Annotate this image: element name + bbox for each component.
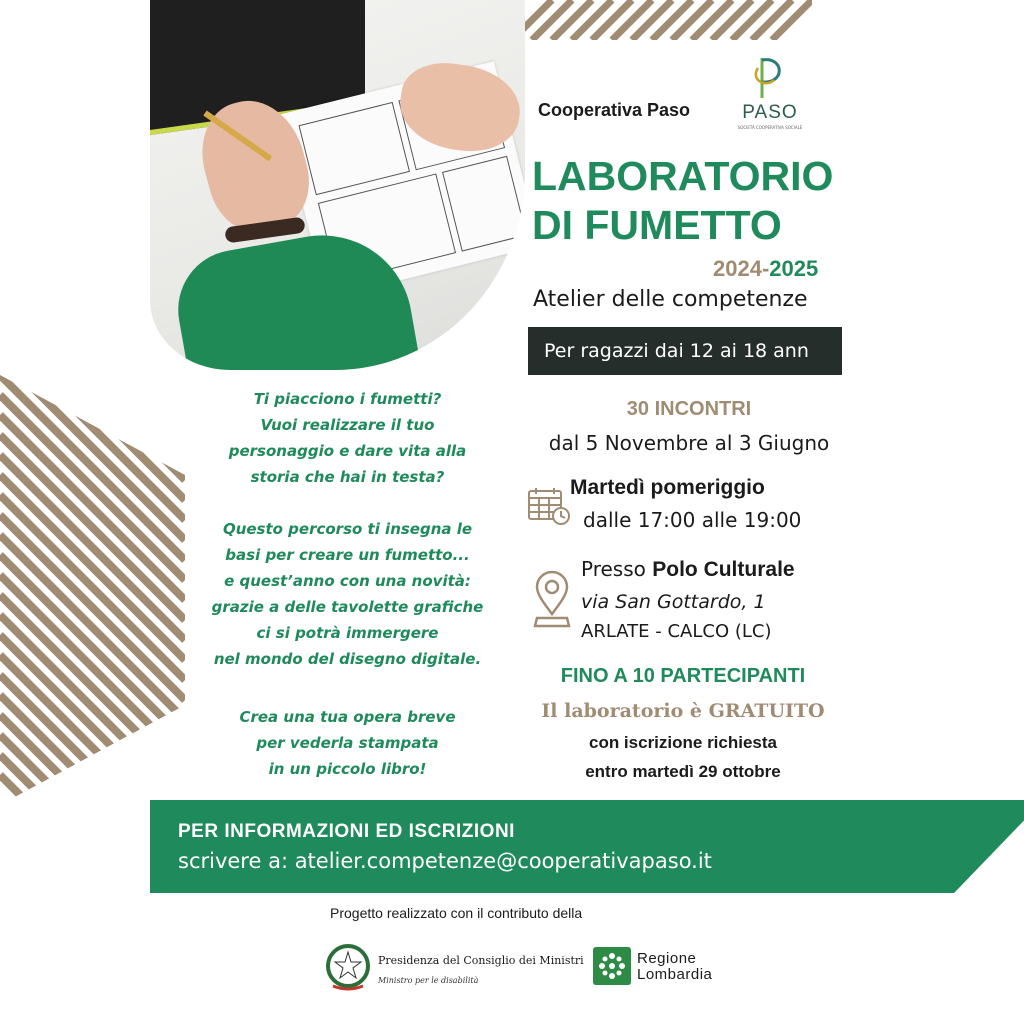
year-end: 2025 bbox=[769, 256, 819, 281]
venue bbox=[581, 557, 795, 582]
contact-email[interactable]: scrivere a: atelier.competenze@cooperativapaso.it bbox=[178, 849, 712, 873]
description-paragraph-3 bbox=[195, 704, 500, 782]
logo-text: PASO bbox=[742, 102, 798, 123]
weekday: Martedì pomeriggio bbox=[570, 476, 765, 499]
registration-required: con iscrizione richiesta bbox=[588, 733, 777, 752]
description-line: storia che hai in testa? bbox=[250, 468, 445, 486]
description-line: personaggio e dare vita alla bbox=[228, 442, 467, 460]
sponsor-region bbox=[637, 951, 712, 983]
sponsor-ministry: Ministro per le disabilità bbox=[378, 976, 479, 985]
italian-republic-emblem-icon bbox=[325, 942, 371, 992]
time-range: dalle 17:00 alle 19:00 bbox=[583, 508, 802, 532]
sponsor-presidency: Presidenza del Consiglio dei Ministri bbox=[378, 954, 584, 967]
info-heading: PER INFORMAZIONI ED ISCRIZIONI bbox=[178, 821, 515, 842]
sponsor-region-line-2: Lombardia bbox=[637, 966, 713, 983]
description-line: e quest’anno con una novità: bbox=[224, 572, 471, 590]
description-line: Crea una tua opera breve bbox=[239, 708, 456, 726]
description-line: Ti piacciono i fumetti? bbox=[253, 390, 442, 408]
map-pin-icon bbox=[533, 570, 571, 628]
event-years bbox=[713, 256, 818, 282]
free-notice: Il laboratorio è GRATUITO bbox=[541, 700, 825, 722]
decorative-stripes-top bbox=[512, 0, 812, 40]
paso-logo-mark-icon bbox=[752, 54, 790, 102]
event-title bbox=[532, 152, 833, 250]
description-paragraph-2 bbox=[195, 516, 500, 672]
date-range: dal 5 Novembre al 3 Giugno bbox=[548, 431, 830, 455]
info-banner bbox=[150, 800, 1024, 893]
venue-name: Polo Culturale bbox=[652, 558, 795, 581]
regione-lombardia-logo-icon bbox=[593, 947, 631, 985]
subtitle: Atelier delle competenze bbox=[533, 287, 808, 312]
hero-photo-drawing-comic bbox=[150, 0, 525, 370]
decorative-stripes-left bbox=[0, 375, 185, 805]
calendar-clock-icon bbox=[527, 486, 571, 526]
description-line: grazie a delle tavolette grafiche bbox=[211, 598, 484, 616]
funding-credit: Progetto realizzato con il contributo della bbox=[330, 905, 583, 921]
description-line: Questo percorso ti insegna le bbox=[222, 520, 473, 538]
venue-street: via San Gottardo, 1 bbox=[581, 591, 766, 613]
description-line: per vederla stampata bbox=[256, 734, 439, 752]
organization-name: Cooperativa Paso bbox=[538, 100, 691, 120]
year-separator: - bbox=[761, 256, 770, 281]
year-start: 2024 bbox=[713, 256, 762, 281]
description-paragraph-1 bbox=[195, 386, 500, 490]
audience-banner: Per ragazzi dai 12 ai 18 ann bbox=[528, 327, 842, 375]
title-line-1: LABORATORIO bbox=[532, 153, 834, 199]
session-count: 30 INCONTRI bbox=[626, 398, 752, 420]
capacity: FINO A 10 PARTECIPANTI bbox=[560, 665, 806, 687]
venue-city: ARLATE - CALCO (LC) bbox=[581, 621, 772, 642]
sponsor-region-line-1: Regione bbox=[637, 950, 697, 967]
registration-deadline: entro martedì 29 ottobre bbox=[585, 762, 781, 781]
description-line: in un piccolo libro! bbox=[268, 760, 427, 778]
logo-subtext: SOCIETÀ COOPERATIVA SOCIALE bbox=[737, 125, 803, 130]
description-line: ci si potrà immergere bbox=[256, 624, 439, 642]
title-line-2: DI FUMETTO bbox=[532, 202, 782, 248]
venue-prefix: Presso bbox=[581, 557, 653, 581]
paso-logo bbox=[722, 42, 818, 138]
description-line: nel mondo del disegno digitale. bbox=[213, 650, 482, 668]
description-line: Vuoi realizzare il tuo bbox=[260, 416, 435, 434]
description-line: basi per creare un fumetto... bbox=[225, 546, 470, 564]
